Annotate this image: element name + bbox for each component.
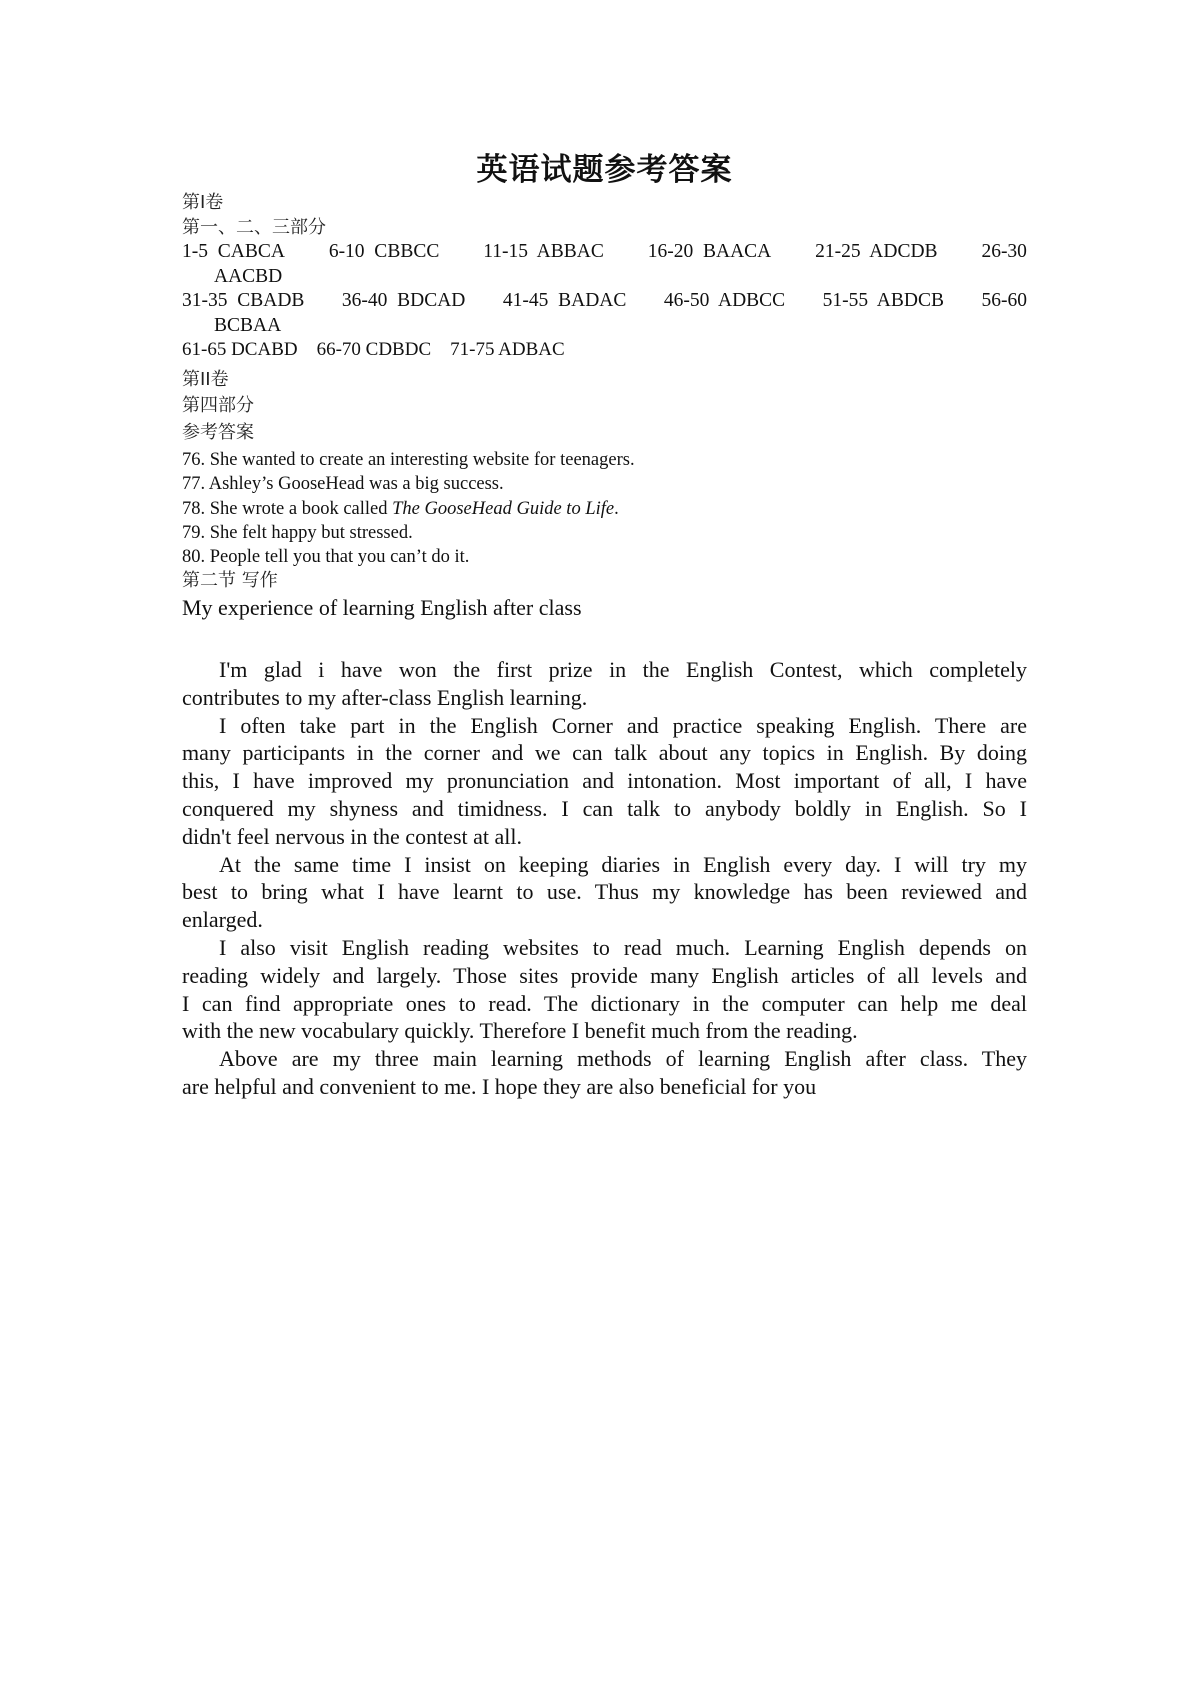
answer-row xyxy=(182,240,1027,265)
answer-group: 41-45 BADAC xyxy=(502,290,627,311)
essay-line: I also visit English reading websites to read much. Learning English depends on xyxy=(219,934,1027,960)
essay-body xyxy=(182,656,1027,1101)
answer-row xyxy=(182,289,1027,314)
essay-line: are helpful and convenient to me. I hope they are also beneficial for you xyxy=(182,1073,817,1099)
section-four-label: 第四部分 xyxy=(182,395,254,416)
answer-80: 80. People tell you that you can’t do it. xyxy=(182,547,470,568)
essay-paragraph xyxy=(182,656,1027,712)
book-title: The GooseHead Guide to Life xyxy=(392,498,615,519)
essay-line: many participants in the corner and we can talk about any topics in English. By doing xyxy=(182,740,1027,766)
essay-line: Above are my three main learning methods of learning English after class. They xyxy=(219,1046,1027,1072)
essay-line: conquered my shyness and timidness. I can talk to anybody boldly in English. So I xyxy=(182,795,1027,821)
answer-group: 56-60 xyxy=(981,290,1027,311)
page-title: 英语试题参考答案 xyxy=(476,152,733,188)
essay-line: with the new vocabulary quickly. Therefore I benefit much from the reading. xyxy=(182,1018,858,1044)
essay-line: enlarged. xyxy=(182,907,263,933)
essay-line: At the same time I insist on keeping diaries in English every day. I will try my xyxy=(219,851,1027,877)
essay-line: contributes to my after-class English learning. xyxy=(182,684,588,710)
answer-group: 16-20 BAACA xyxy=(647,241,772,262)
answer-group: 31-35 CBADB xyxy=(182,290,305,311)
part-two xyxy=(182,368,1027,622)
volume-two-label: 第II卷 xyxy=(182,369,229,390)
essay-line: didn't feel nervous in the contest at all. xyxy=(182,823,522,849)
essay-paragraph xyxy=(182,851,1027,934)
essay-paragraph xyxy=(182,712,1027,851)
answer-78 xyxy=(182,497,1027,521)
essay-title: My experience of learning English after class xyxy=(182,594,582,620)
answer-77: 77. Ashley’s GooseHead was a big success. xyxy=(182,474,504,495)
part-one xyxy=(182,191,1027,363)
essay-line: this, I have improved my pronunciation and intonation. Most important of all, I have xyxy=(182,768,1027,794)
answer-79: 79. She felt happy but stressed. xyxy=(182,522,413,543)
answer-key-rows xyxy=(182,240,1027,338)
answer-group: 21-25 ADCDB xyxy=(815,241,938,262)
essay-line: I can find appropriate ones to read. The dictionary in the computer can help me deal xyxy=(182,990,1027,1016)
section-one-label: 第一、二、三部分 xyxy=(182,216,326,238)
answer-78-text: 78. She wrote a book called xyxy=(182,498,393,519)
essay-paragraph xyxy=(182,1045,1027,1101)
essay-line: best to bring what I have learnt to use. Thus my knowledge has been reviewed and xyxy=(182,879,1027,905)
answer-group: 11-15 ABBAC xyxy=(483,241,604,262)
essay-paragraph xyxy=(182,934,1027,1045)
answer-group: 51-55 ABDCB xyxy=(822,290,944,311)
essay-line: I'm glad i have won the first prize in the English Contest, which completely xyxy=(219,657,1027,682)
answer-row-wrap: BCBAA xyxy=(214,314,282,336)
writing-section-label: 第二节 写作 xyxy=(182,570,278,592)
answer-row: 61-65 DCABD 66-70 CDBDC 71-75 ADBAC xyxy=(182,339,565,360)
volume-one-label: 第I卷 xyxy=(182,192,224,213)
answer-group: 6-10 CBBCC xyxy=(328,241,440,262)
answer-heading: 参考答案 xyxy=(182,422,254,443)
answer-group: 36-40 BDCAD xyxy=(341,290,466,311)
answer-78-end: . xyxy=(614,498,619,519)
answer-group: 26-30 xyxy=(981,241,1027,262)
answer-76: 76. She wanted to create an interesting website for teenagers. xyxy=(182,450,635,470)
answer-group: 46-50 ADBCC xyxy=(663,290,786,311)
essay-line: reading widely and largely. Those sites provide many English articles of all levels and xyxy=(182,962,1027,988)
essay-line: I often take part in the English Corner and practice speaking English. There are xyxy=(219,712,1027,738)
answer-row-wrap: AACBD xyxy=(214,265,283,287)
answer-group: 1-5 CABCA xyxy=(182,241,285,262)
